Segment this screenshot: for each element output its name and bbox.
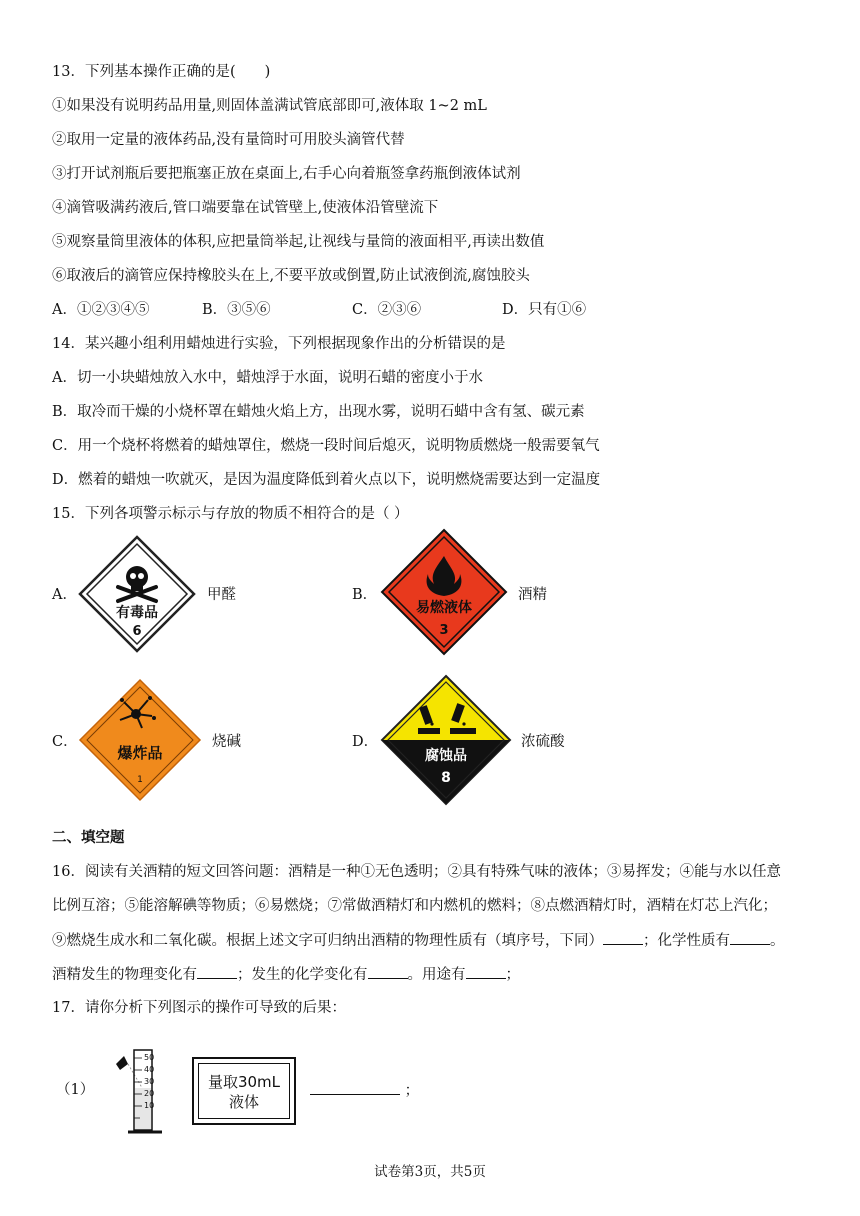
q14-option-d: D．燃着的蜡烛一吹就灭，是因为温度降低到着火点以下，说明燃烧需要达到一定温度 (52, 472, 601, 488)
graduated-cylinder-icon (104, 1044, 174, 1140)
q15-option-a-letter: A． (52, 587, 77, 603)
cylinder-tick: 50 (144, 1053, 155, 1062)
q15-option-d-substance: 浓硫酸 (521, 734, 565, 750)
q16-line-3-text-a: ⑨燃烧生成水和二氧化碳。根据上述文字可归纳出酒精的物理性质有（填序号，下同） (52, 933, 603, 949)
q13-option-c: C．②③⑥ (352, 302, 422, 318)
q15-option-a-substance: 甲醛 (207, 587, 236, 603)
corrosive-sign-number: 8 (441, 770, 451, 786)
toxic-sign-icon (78, 535, 196, 653)
answer-blank[interactable] (197, 964, 237, 979)
cylinder-tick: 10 (144, 1101, 155, 1110)
q13-option-b: B．③⑤⑥ (202, 302, 271, 318)
page-footer: 试卷第3页，共5页 (374, 1164, 486, 1180)
q16-line-4-text-d: ； (505, 967, 520, 983)
q14-option-c: C．用一个烧杯将燃着的蜡烛罩住，燃烧一段时间后熄灭，说明物质燃烧一般需要氧气 (52, 438, 600, 454)
corrosive-sign-label: 腐蚀品 (425, 748, 467, 764)
section-heading: 二、填空题 (52, 829, 125, 846)
q13-item-1: ①如果没有说明药品用量,则固体盖满试管底部即可,液体取 1~2 mL (52, 98, 487, 114)
q14-option-b: B．取冷而干燥的小烧杯罩在蜡烛火焰上方，出现水雾，说明石蜡中含有氢、碳元素 (52, 404, 585, 420)
q13-option-a: A．①②③④⑤ (52, 302, 150, 318)
q17-stem: 17．请你分析下列图示的操作可导致的后果： (52, 1000, 346, 1016)
q16-line-3-text-c: 。 (770, 933, 785, 949)
cylinder-tick: 40 (144, 1065, 155, 1074)
q15-option-b-letter: B． (352, 587, 378, 603)
answer-blank[interactable] (368, 964, 408, 979)
q13-item-2: ②取用一定量的液体药品,没有量筒时可用胶头滴管代替 (52, 132, 405, 148)
explosive-sign-label: 爆炸品 (117, 744, 163, 762)
cylinder-tick: 20 (144, 1089, 155, 1098)
instruction-box (192, 1057, 296, 1125)
instruction-line-1: 量取30mL (207, 1073, 281, 1091)
q15-option-b-substance: 酒精 (518, 587, 547, 603)
instruction-line-2: 液体 (228, 1093, 259, 1111)
q13-item-3: ③打开试剂瓶后要把瓶塞正放在桌面上,右手心向着瓶签拿药瓶倒液体试剂 (52, 166, 521, 182)
q15-option-c-letter: C． (52, 734, 78, 750)
toxic-sign-number: 6 (132, 624, 142, 639)
q16-line-2: 比例互溶；⑤能溶解碘等物质；⑥易燃烧；⑦常做酒精灯和内燃机的燃料；⑧点燃酒精灯时，酒精在灯芯上汽化； (52, 898, 777, 914)
q16-line-3-text-b: ；化学性质有 (643, 933, 730, 949)
flammable-sign-icon (380, 528, 508, 656)
q16-line-4-text-c: 。用途有 (407, 967, 466, 983)
q17-sub1-answer (310, 1080, 419, 1101)
explosive-sign-number: 1 (137, 775, 143, 785)
q14-stem: 14．某兴趣小组利用蜡烛进行实验，下列根据现象作出的分析错误的是 (52, 336, 506, 352)
q16-line-3 (52, 930, 785, 951)
answer-blank[interactable] (603, 930, 643, 945)
q16-line-4 (52, 964, 520, 985)
explosive-sign-icon (78, 678, 202, 802)
instruction-box-inner (198, 1063, 290, 1119)
q13-option-d: D．只有①⑥ (502, 302, 587, 318)
q13-item-6: ⑥取液后的滴管应保持橡胶头在上,不要平放或倒置,防止试液倒流,腐蚀胶头 (52, 268, 530, 284)
q15-option-c-substance: 烧碱 (212, 734, 241, 750)
q13-stem: 13．下列基本操作正确的是( ) (52, 64, 271, 80)
corrosive-sign-icon (380, 674, 512, 806)
q15-stem: 15．下列各项警示标示与存放的物质不相符合的是（ ） (52, 506, 409, 522)
answer-blank[interactable] (730, 930, 770, 945)
q17-sub1-tail: ； (404, 1083, 420, 1099)
q13-item-5: ⑤观察量筒里液体的体积,应把量筒举起,让视线与量筒的液面相平,再读出数值 (52, 234, 545, 250)
cylinder-tick: 30 (144, 1077, 155, 1086)
q17-sub1-label: （1） (56, 1082, 95, 1098)
toxic-sign-label: 有毒品 (116, 605, 158, 621)
q13-item-4: ④滴管吸满药液后,管口端要靠在试管壁上,使液体沿管壁流下 (52, 200, 439, 216)
flammable-sign-label: 易燃液体 (416, 600, 472, 616)
flammable-sign-number: 3 (439, 623, 449, 638)
q14-option-a: A．切一小块蜡烛放入水中，蜡烛浮于水面，说明石蜡的密度小于水 (52, 370, 483, 386)
q16-line-4-text-b: ；发生的化学变化有 (237, 967, 368, 983)
q16-line-4-text-a: 酒精发生的物理变化有 (52, 967, 197, 983)
q15-option-d-letter: D． (352, 734, 379, 750)
answer-blank[interactable] (310, 1080, 400, 1095)
answer-blank[interactable] (466, 964, 506, 979)
q16-line-1: 16．阅读有关酒精的短文回答问题：酒精是一种①无色透明；②具有特殊气味的液体；③易挥发；④能与水以任意 (52, 864, 781, 880)
